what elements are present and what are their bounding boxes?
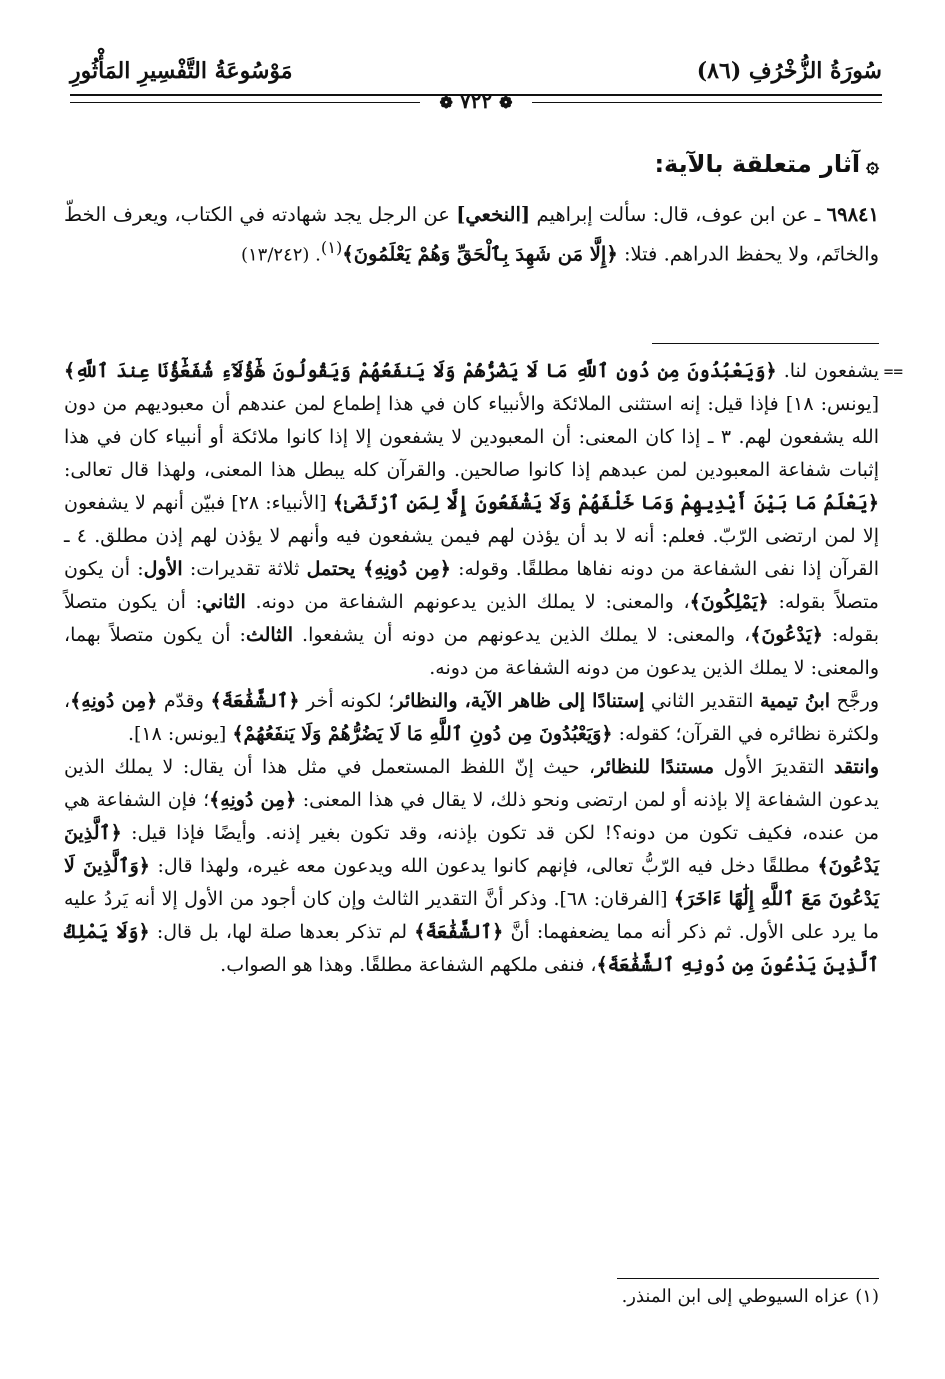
entry-number: ٦٩٨٤١ — [826, 203, 879, 226]
continuation-mark: == — [883, 362, 903, 381]
volume-reference: . (١٣/٢٤٢) — [240, 244, 321, 266]
footnote-rule — [617, 1278, 879, 1279]
section-heading: ۞آثار متعلقة بالآية: — [654, 150, 879, 178]
quran-verse: ﴿إِلَّا مَن شَهِدَ بِٱلْحَقِّ وَهُمْ يَعْلَمُونَ﴾ — [342, 242, 618, 266]
narrator-name: [النخعي] — [456, 203, 531, 226]
commentary-paragraph-2: ورجَّح ابنُ تيمية التقدير الثاني إستنادًا إلى ظاهر الآية، والنظائر؛ لكونه أخر ﴿ٱلشَّفَٰعَةَ﴾ وقدّم ﴿مِن دُونِهِ﴾، ولكثرة نظائره في القرآن؛ كقوله: ﴿وَيَعْبُدُونَ مِن دُونِ ٱللَّهِ مَا لَا يَضُرُّهُمْ وَلَا يَنفَعُهُمْ﴾ [يونس: ١٨]. — [64, 690, 879, 745]
notes-divider — [652, 343, 879, 344]
star-icon: ۞ — [866, 153, 879, 178]
footnote-marker: (١) — [320, 238, 343, 257]
footnote: (١) عزاه السيوطي إلى ابن المنذر. — [621, 1286, 879, 1307]
commentary-paragraph-1: يشفعون لنا. ﴿وَيَعْبُدُونَ مِن دُونِ ٱللَّهِ مَا لَا يَضُرُّهُمْ وَلَا يَنفَعُهُمْ وَيَقُولُونَ هَٰٓؤُلَآءِ شُفَعَٰٓؤُنَا عِندَ ٱللَّهِ﴾ [يونس: ١٨] فإذا قيل: إنه استثنى الملائكة والأنبياء كان في هذا إطماع لمن عندهم أن معبوديهم من دون الله يشفعون لهم. ٣ ـ إذا كان المعنى: أن المعبودين لا يشفعون إلا إذا كانوا ملائكة أو أنبياء كان في هذا إثبات شفاعة المعبودين لمن عبدهم إذا كانوا صالحين. والقرآن كله يبطل هذا المعنى، ولهذا قال تعالى: ﴿يَعْلَمُ مَا بَيْنَ أَيْدِيهِمْ وَمَا خَلْفَهُمْ وَلَا يَشْفَعُونَ إِلَّا لِمَنِ ٱرْتَضَىٰ﴾ [الأنبياء: ٢٨] فبيّن أنهم لا يشفعون إلا لمن ارتضى الرّبّ. فعلم: أنه لا بد أن يؤذن لهم فيمن يشفعون فيه وأنهم لا يؤذن لهم إذن مطلق. ٤ ـ القرآن إذا نفى الشفاعة من دونه نفاها مطلقًا. وقوله: ﴿مِن دُونِهِ﴾ يحتمل ثلاثة تقديرات: الأول: أن يكون متصلاً بقوله: ﴿يَمْلِكُونَ﴾، والمعنى: لا يملك الذين يدعونهم الشفاعة من دونه. الثاني: أن يكون متصلاً بقوله: ﴿يَدْعُونَ﴾، والمعنى: لا يملك الذين يدعونهم من دونه أن يشفعوا. الثالث: أن يكون متصلاً بهما، والمعنى: لا يملك الذين يدعون من دونه الشفاعة من دونه. — [64, 360, 880, 679]
commentary-paragraph-3: وانتقد التقديرَ الأول مستندًا للنظائر، حيث إنّ اللفظ المستعمل في مثل هذا أن يقال: لا يملك الذين يدعون الشفاعة إلا بإذنه أو لمن ارتضى ونحو ذلك، لا يقال في هذا المعنى: ﴿مِن دُونِهِ﴾؛ فإن الشفاعة هي من عنده، فكيف تكون من دونه؟! لكن قد تكون بإذنه، وقد تكون بغير إذنه. وأيضًا فإذا قيل: ﴿ٱلَّذِينَ يَدْعُونَ﴾ مطلقًا دخل فيه الرّبُّ تعالى، فإنهم كانوا يدعون الله ويدعون معه غيره، ولهذا قال: ﴿وَٱلَّذِينَ لَا يَدْعُونَ مَعَ ٱللَّهِ إِلَٰهًا ءَاخَرَ﴾ [الفرقان: ٦٨]. وذكر أنَّ التقدير الثالث وإن كان أجود من الأول إلا أنه يَردُ عليه ما يرد على الأول. ثم ذكر أنه مما يضعفهما: أنَّ ﴿ٱلشَّفَٰعَةَ﴾ لم تذكر بعدها صلة لها، بل قال: ﴿وَلَا يَمْلِكُ ٱلَّذِينَ يَدْعُونَ مِن دُونِهِ ٱلشَّفَٰعَةَ﴾، فنفى ملكهم الشفاعة مطلقًا. وهذا هو الصواب. — [64, 756, 880, 976]
ornament-icon: ❁ — [499, 93, 513, 112]
ornament-icon: ❁ — [439, 93, 453, 112]
surah-title: سُورَةُ الزُّخْرُفِ (٨٦) — [696, 58, 882, 84]
book-title: مَوْسُوعَةُ التَّفْسِيرِ المَأْثُورِ — [70, 58, 293, 84]
commentary — [64, 355, 903, 982]
page-number: ❁ ٧٢٢ ❁ — [439, 89, 513, 113]
narration-entry: ٦٩٨٤١ ـ عن ابن عوف، قال: سألت إبراهيم [النخعي] عن الرجل يجد شهادته في الكتاب، ويعرف الخطّ والخاتَم، ولا يحفظ الدراهم. فتلا: ﴿إِلَّا مَن شَهِدَ بِٱلْحَقِّ وَهُمْ يَعْلَمُونَ﴾$^{(١)}$. (١٣/٢٤٢) — [64, 203, 879, 266]
